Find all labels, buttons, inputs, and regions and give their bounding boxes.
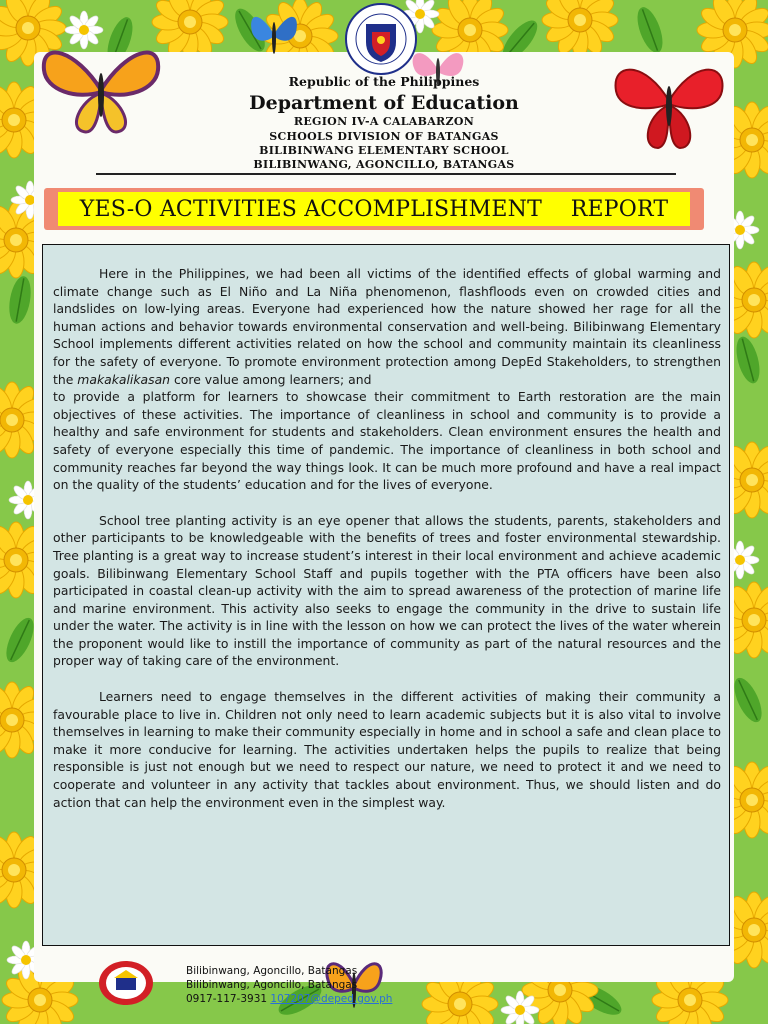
footer-address-1: Bilibinwang, Agoncillo, Batangas bbox=[186, 965, 358, 977]
paragraph-tree-planting: School tree planting activity is an eye opener that allows the students, parents, stakeholders and other participants to be knowledgeable with the benefits of trees and foster environmental stewardship. Tree planting is a great way to increase student’s interest in their local environment and achieve academic goals. Bilibinwang Elementary School Staff and pupils together with the PTA officers have been also participated in coastal clean-up activity with the aim to spread awareness of the protection of marine life and marine environment. This activity also seeks to engage the community in the drive to sustain life under the water. The activity is in line with the lesson on how we can protect the lives of the water wherein the proponent would like to instill the importance of community as part of the natural resources and the proper way of taking care of the environment. bbox=[53, 512, 721, 669]
report-title-box bbox=[58, 192, 690, 226]
footer-email-link[interactable]: 107207@deped.gov.ph bbox=[270, 993, 393, 1005]
report-body bbox=[42, 244, 730, 946]
footer-contact bbox=[186, 964, 392, 1006]
school-logo bbox=[98, 960, 154, 1006]
footer-phone-email bbox=[186, 992, 392, 1006]
blue-butterfly-icon bbox=[248, 4, 300, 62]
division-line: SCHOOLS DIVISION OF BATANGAS bbox=[269, 130, 499, 143]
department-title: Department of Education bbox=[249, 92, 519, 114]
republic-line: Republic of the Philippines bbox=[288, 74, 480, 89]
paragraph-learners: Learners need to engage themselves in the different activities of making their community a favourable place to live in. Children not only need to learn academic subjects but it is also vital to involve themselves in learning to make their community especially in home and in school a safe and clean place to make it more conducive for learning. The activities undertaken helps the pupils to realize that being responsible is just not enough but we need to respect our nature, we need to protect it and we need to cooperate and volunteer in any activity that tackles about environment. Thus, we should listen and do action that can help the environment even in the simplest way. bbox=[53, 689, 721, 810]
report-title: YES-O ACTIVITIES ACCOMPLISHMENT REPORT bbox=[79, 196, 669, 222]
makakalikasan-emphasis: makakalikasan bbox=[77, 371, 171, 387]
deped-seal-logo bbox=[344, 2, 418, 76]
header-divider bbox=[96, 173, 676, 175]
paragraph-intro-part2: core value among learners; and bbox=[170, 371, 372, 387]
paragraph-intro bbox=[53, 265, 721, 388]
region-line: REGION IV-A CALABARZON bbox=[293, 115, 475, 128]
footer-phone: 0917-117-3931 bbox=[186, 993, 271, 1005]
school-address: BILIBINWANG, AGONCILLO, BATANGAS bbox=[253, 158, 515, 171]
school-name: BILIBINWANG ELEMENTARY SCHOOL bbox=[259, 144, 509, 157]
footer-address-2: Bilibinwang, Agoncillo, Batangas bbox=[186, 979, 358, 991]
paragraph-intro-continuation: to provide a platform for learners to showcase their commitment to Earth restoration are the main objectives of these activities. The importance of cleanliness in school and community is to provide a healthy and safe environment for students and stakeholders. Clean environment ensures the health and safety of everyone especially this time of pandemic. The importance of cleanliness in both school and community reaches far beyond the way things look. It can be much more profound and have a real impact on the quality of the students’ education and for the lives of everyone. bbox=[53, 389, 721, 493]
paragraph-intro-part1: Here in the Philippines, we had been all victims of the identified effects of global warming and climate change such as El Niño and La Niña phenomenon, flashfloods even on crowded cities and landslides on low-lying areas. Everyone had experienced how the nature showed her rage for all the human actions and behavior towards environmental conservation and well-being. Bilibinwang Elementary School implements different activities related on how the school and community maintain its cleanliness for the safety of everyone. To promote environment protection among DepEd Stakeholders, to strengthen the bbox=[53, 266, 721, 387]
